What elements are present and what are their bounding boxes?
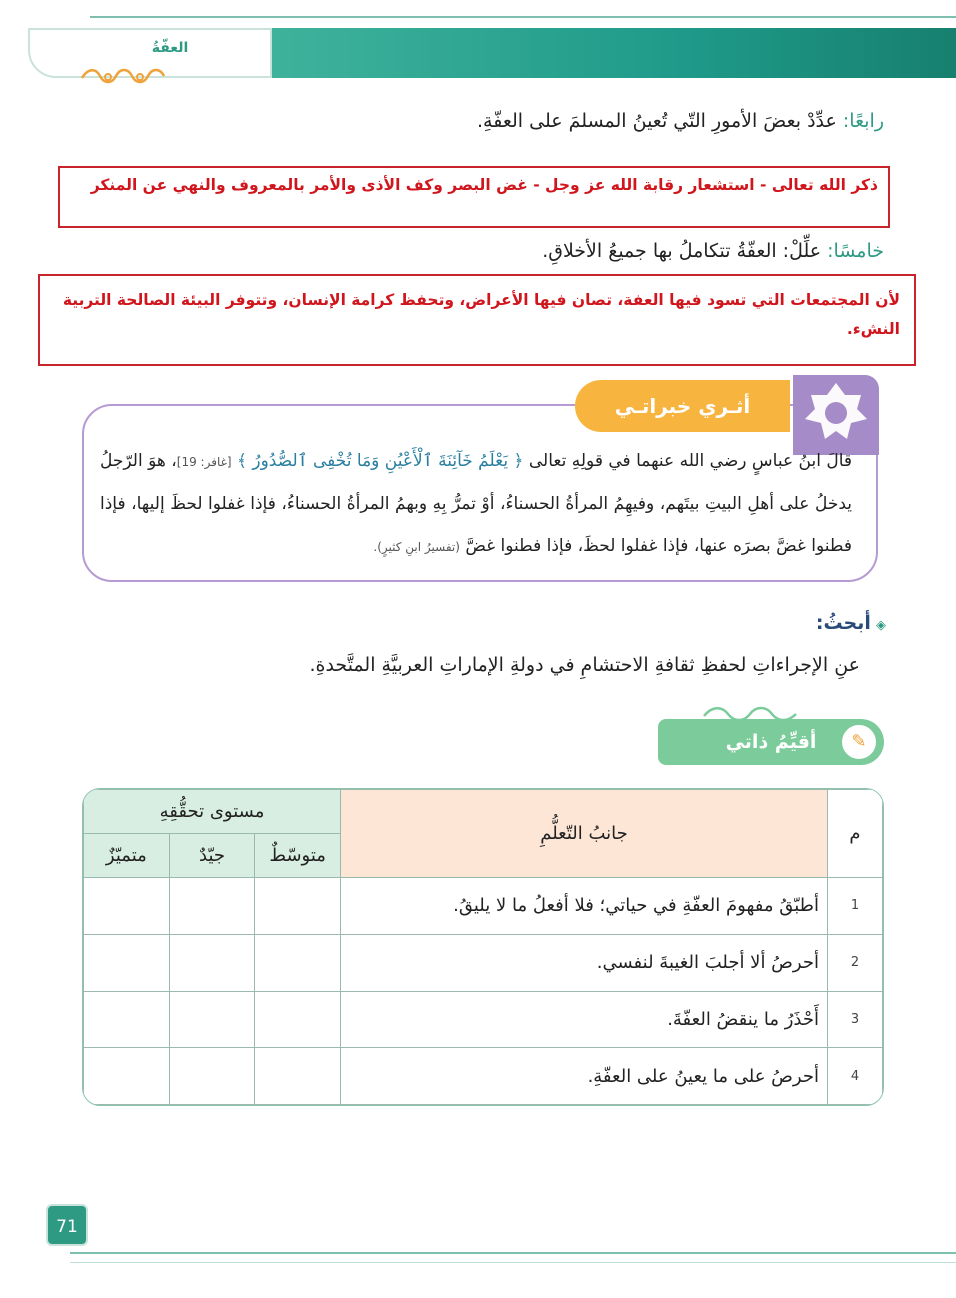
cell-average[interactable] <box>255 1048 341 1105</box>
footer-rule-thin <box>70 1262 956 1263</box>
cell-excellent[interactable] <box>84 878 170 935</box>
diamond-bullet-icon: ◈ <box>876 618 886 633</box>
table-row <box>84 991 883 1048</box>
level-good: جيّدٌ <box>169 834 255 878</box>
experiences-verse: ﴿ يَعْلَمُ خَآئِنَةَ ٱلْأَعْيُنِ وَمَا تُخْفِى ٱلصُّدُورُ ﴾ <box>236 451 524 471</box>
level-excellent: متميّزٌ <box>84 834 170 878</box>
cell-excellent[interactable] <box>84 991 170 1048</box>
row-num: 3 <box>828 991 883 1048</box>
ornament-icon <box>78 64 168 88</box>
row-text: أَحْذَرُ ما ينقضُ العفّةَ. <box>341 991 828 1048</box>
question-4-text: عدِّدْ بعضَ الأمورِ التّي تُعينُ المسلمَ على العفّةِ. <box>477 110 837 132</box>
row-num: 4 <box>828 1048 883 1105</box>
chapter-title: العفّةُ <box>151 40 189 56</box>
question-5 <box>184 240 884 262</box>
answer-5-text: لأن المجتمعات التي تسود فيها العفة، تصان فيها الأعراض، وتحفظ كرامة الإنسان، وتتوفر البيئة الصالحة التربية النشء. <box>62 291 900 338</box>
experiences-text <box>100 440 852 568</box>
col-num-header: م <box>828 790 883 878</box>
row-num: 1 <box>828 878 883 935</box>
col-aspect-header: جانبُ التّعلُّمِ <box>341 790 828 878</box>
answer-4-text: ذكر الله تعالى - استشعار رقابة الله عز وجل - غض البصر وكف الأذى والأمر بالمعروف والنهي عن المنكر <box>90 176 878 194</box>
table-row <box>84 934 883 991</box>
cell-excellent[interactable] <box>84 934 170 991</box>
answer-5-box <box>38 274 916 366</box>
search-heading: أبحثُ: <box>815 612 871 634</box>
row-num: 2 <box>828 934 883 991</box>
answer-4-box <box>58 166 890 228</box>
table-row <box>84 1048 883 1105</box>
cell-good[interactable] <box>169 991 255 1048</box>
cell-average[interactable] <box>255 934 341 991</box>
search-heading-row <box>816 612 886 634</box>
experiences-verse-ref: [غافر: 19] <box>176 455 232 469</box>
question-4 <box>184 110 884 132</box>
row-text: أحرصُ ألا أجلبَ الغيبةَ لنفسي. <box>341 934 828 991</box>
header-rule <box>90 16 956 18</box>
pencil-icon: ✎ <box>840 723 878 761</box>
cell-good[interactable] <box>169 934 255 991</box>
page-number: 71 <box>46 1204 88 1246</box>
question-4-label: رابعًا: <box>842 110 884 132</box>
col-level-header: مستوى تحقُّقِهِ <box>84 790 341 834</box>
header-band <box>270 28 956 78</box>
question-5-label: خامسًا: <box>827 240 884 262</box>
experiences-body: ، هوَ الرّجلُ يدخلُ على أهلِ البيتِ بيتَهم، وفيهِمُ المرأةُ الحسناءُ، أوْ تمرُّ بِهِ وبهمُ المرأةُ الحسناءُ، فإذا غفلوا لحظَ إليها، فإذا فطنوا غضَّ بصرَه عنها، فإذا غفلوا لحظَ، فإذا فطنوا غضَّ <box>100 451 852 556</box>
experiences-intro: قالَ ابنُ عباسٍ رضي الله عنهما في قولِهِ تعالى <box>528 451 852 471</box>
search-text: عنِ الإجراءاتِ لحفظِ ثقافةِ الاحتشامِ في دولةِ الإماراتِ العربيَّةِ المتَّحدةِ. <box>309 654 860 676</box>
self-eval-title: أقيِّمُ ذاتي <box>725 731 817 753</box>
experiences-source: (تفسيرُ ابنِ كثيرٍ). <box>373 540 460 554</box>
cell-average[interactable] <box>255 991 341 1048</box>
self-eval-table <box>82 788 884 1106</box>
cell-excellent[interactable] <box>84 1048 170 1105</box>
cell-good[interactable] <box>169 1048 255 1105</box>
cell-good[interactable] <box>169 878 255 935</box>
question-5-text: علِّلْ: العفّةُ تتكاملُ بها جميعُ الأخلاقِ. <box>542 240 822 262</box>
experiences-title: أثـري خبراتـي <box>575 380 790 432</box>
footer-rule <box>70 1252 956 1254</box>
cell-average[interactable] <box>255 878 341 935</box>
row-text: أحرصُ على ما يعينُ على العفّةِ. <box>341 1048 828 1105</box>
row-text: أطبّقُ مفهومَ العفّةِ في حياتي؛ فلا أفعلُ ما لا يليقُ. <box>341 878 828 935</box>
level-average: متوسّطٌ <box>255 834 341 878</box>
table-row <box>84 878 883 935</box>
